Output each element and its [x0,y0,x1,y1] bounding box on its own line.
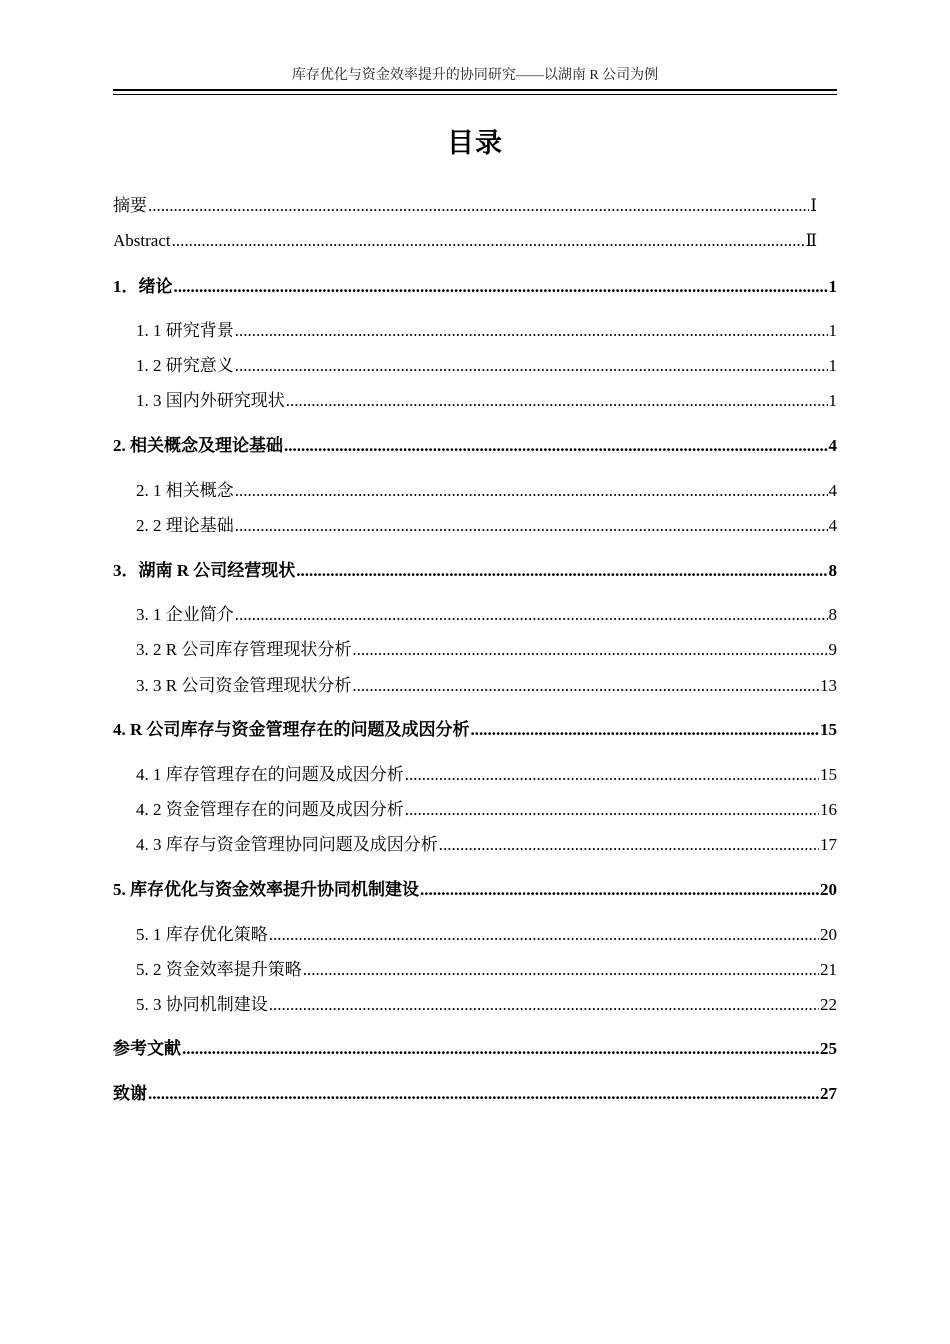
toc-entry-page: 9 [828,640,837,659]
toc-leader-dots [284,435,828,457]
toc-entry-chapter-2[interactable] [113,435,837,457]
toc-entry-section-4-1[interactable] [136,764,837,786]
running-header: 库存优化与资金效率提升的协同研究——以湖南 R 公司为例 [291,68,659,83]
toc-entry-page: 17 [820,835,837,854]
toc-entry-abstract-en[interactable] [113,230,817,252]
toc-entry-page: 20 [820,925,837,944]
toc-entry-page: 22 [820,995,837,1014]
toc-entry-label: 5. 2 资金效率提升策略 [136,960,302,979]
toc-entry-page: 1 [828,321,837,340]
toc-leader-dots [269,924,819,946]
toc-leader-dots [439,834,819,856]
toc-entry-label: 摘要 [113,196,147,215]
toc-entry-page: 21 [820,960,837,979]
toc-entry-page: 8 [828,561,837,580]
toc-entry-page: 20 [820,880,837,899]
toc-entry-section-2-1[interactable] [136,480,837,502]
toc-leader-dots [405,764,819,786]
toc-entry-section-5-1[interactable] [136,924,837,946]
toc-entry-page: 25 [820,1039,837,1058]
toc-entry-acknowledgements[interactable] [113,1083,837,1105]
toc-entry-page: 13 [820,676,837,695]
toc-entry-section-3-2[interactable] [136,639,837,661]
toc-entry-label: 4. 3 库存与资金管理协同问题及成因分析 [136,835,438,854]
toc-leader-dots [174,276,828,298]
toc-leader-dots [182,1038,819,1060]
toc-entry-label: 致谢 [113,1084,147,1103]
toc-entry-page: 1 [828,391,837,410]
toc-entry-page: Ⅱ [805,231,817,250]
toc-entry-label: 4. R 公司库存与资金管理存在的问题及成因分析 [113,720,470,739]
toc-leader-dots [286,390,828,412]
toc-leader-dots [352,639,827,661]
toc-entry-references[interactable] [113,1038,837,1060]
toc-entry-label: 3. 2 R 公司库存管理现状分析 [136,640,352,659]
toc-title: 目录 [447,128,503,159]
toc-entry-page: 4 [828,516,837,535]
toc-entry-label: 1. 1 研究背景 [136,321,234,340]
toc-leader-dots [269,994,819,1016]
toc-leader-dots [235,604,828,626]
toc-entry-section-1-3[interactable] [136,390,837,412]
toc-leader-dots [148,195,809,217]
toc-leader-dots [352,675,819,697]
toc-entry-label: 4. 1 库存管理存在的问题及成因分析 [136,765,404,784]
toc-entry-section-2-2[interactable] [136,515,837,537]
toc-entry-label: 1．绪论 [113,277,173,296]
toc-leader-dots [235,480,828,502]
toc-entry-label: 2. 相关概念及理论基础 [113,436,283,455]
toc-entry-label: 2. 2 理论基础 [136,516,234,535]
toc-entry-label: 1. 2 研究意义 [136,356,234,375]
toc-entry-abstract-cn[interactable] [113,195,817,217]
toc-entry-section-3-3[interactable] [136,675,837,697]
toc-entry-page: 4 [828,481,837,500]
toc-entry-label: 5. 1 库存优化策略 [136,925,268,944]
toc-leader-dots [235,355,828,377]
toc-entry-page: 15 [820,765,837,784]
toc-entry-page: 16 [820,800,837,819]
toc-entry-chapter-4[interactable] [113,719,837,741]
toc-entry-label: Abstract [113,231,171,250]
toc-entry-page: 27 [820,1084,837,1103]
toc-leader-dots [148,1083,819,1105]
toc-entry-page: 1 [828,356,837,375]
toc-entry-chapter-3[interactable] [113,560,837,582]
toc-entry-label: 1. 3 国内外研究现状 [136,391,285,410]
toc-entry-label: 4. 2 资金管理存在的问题及成因分析 [136,800,404,819]
toc-leader-dots [235,320,828,342]
toc-entry-label: 3. 3 R 公司资金管理现状分析 [136,676,352,695]
toc-leader-dots [420,879,819,901]
toc-leader-dots [172,230,805,252]
toc-leader-dots [303,959,819,981]
toc-leader-dots [405,799,819,821]
toc-entry-chapter-1[interactable] [113,276,837,298]
toc-entry-section-1-1[interactable] [136,320,837,342]
toc-entry-page: 4 [828,436,837,455]
toc-entry-page: 1 [828,277,837,296]
toc-entry-page: 8 [828,605,837,624]
toc-entry-label: 5. 3 协同机制建设 [136,995,268,1014]
toc-entry-page: 15 [820,720,837,739]
toc-entry-section-5-3[interactable] [136,994,837,1016]
toc-entry-section-4-2[interactable] [136,799,837,821]
toc-entry-page: Ⅰ [810,196,817,215]
toc-leader-dots [471,719,819,741]
toc-entry-chapter-5[interactable] [113,879,837,901]
toc-entry-section-4-3[interactable] [136,834,837,856]
toc-entry-section-3-1[interactable] [136,604,837,626]
toc-leader-dots [235,515,828,537]
toc-entry-label: 5. 库存优化与资金效率提升协同机制建设 [113,880,419,899]
toc-entry-section-5-2[interactable] [136,959,837,981]
toc-entry-label: 3. 1 企业简介 [136,605,234,624]
toc-entry-label: 参考文献 [113,1039,181,1058]
toc-entry-section-1-2[interactable] [136,355,837,377]
toc-entry-label: 2. 1 相关概念 [136,481,234,500]
toc-entry-label: 3．湖南 R 公司经营现状 [113,561,296,580]
toc-leader-dots [296,560,827,582]
